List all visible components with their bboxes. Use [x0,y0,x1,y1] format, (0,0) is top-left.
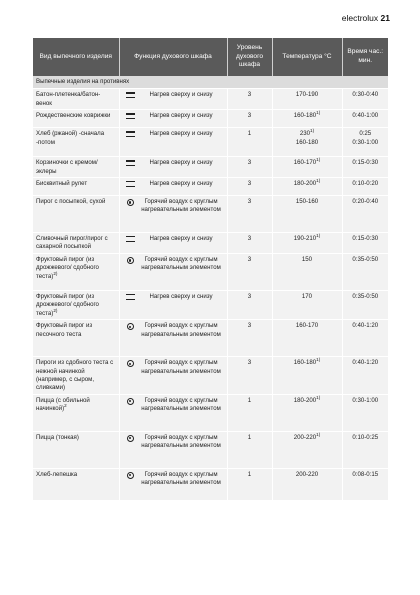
time-cell [342,291,388,320]
footnote-mark: 2) [53,307,58,313]
oven-function: Нагрев сверху и снизу [149,159,213,167]
footnote-mark: 1) [310,128,315,134]
product-cell [33,178,119,196]
footnote-mark: 2 [64,403,67,409]
oven-level: 3 [247,256,252,264]
oven-function: Нагрев сверху и снизу [149,91,213,99]
oven-level: 3 [247,159,252,167]
product-cell [33,196,119,233]
footnote-mark: 1) [316,178,321,183]
baking-table [33,38,388,501]
function-cell [119,357,227,395]
product-name: Пирог с посыпкой, сухой [36,198,106,206]
time-cell [342,320,388,357]
oven-function: Нагрев сверху и снизу [149,180,213,188]
product-cell [33,394,119,431]
time-value: 0:15-0:30 [352,159,379,167]
level-cell [227,233,272,254]
table-row [33,320,388,357]
product-name: Рождественские коврижки [36,112,111,120]
oven-function: Нагрев сверху и снизу [149,130,213,138]
product-name: Хлеб-лепешка [36,470,78,478]
oven-function: Горячий воздух с круглым нагревательным элементом [141,470,221,487]
temperature-value: 170 [301,293,313,301]
time-cell [342,431,388,468]
temperature-value: 150 [301,256,313,264]
oven-level: 3 [247,359,252,367]
table-row [33,468,388,500]
oven-level: 1 [247,433,252,441]
time-value: 0:10-0:20 [352,180,379,188]
time-cell [342,468,388,500]
time-value: 0:25 [359,130,372,138]
temperature-value: 230 [299,130,311,138]
footnote-mark: 1) [316,431,321,437]
table-row [33,291,388,320]
time-value: 0:30-1:00 [352,396,379,404]
level-cell [227,431,272,468]
temperature-value: 180-200 [293,180,317,188]
time-cell [342,89,388,110]
time-value: 0:20-0:40 [352,198,379,206]
time-cell [342,110,388,128]
temperature-cell [272,89,342,110]
oven-function: Горячий воздух с круглым нагревательным элементом [141,322,221,338]
temperature-value: 160-180 [295,138,319,146]
product-name: Пироги из сдобного теста с нежной начинкой (например, с сыром, сливками) [36,359,114,392]
function-cell [119,291,227,320]
time-value: 0:40-1:20 [352,322,379,330]
level-cell [227,254,272,291]
product-name: Пицца (тонкая) [36,433,79,441]
fan-heat-icon [127,472,134,479]
column-header: Вид выпечного изделия [33,38,119,76]
table-row [33,110,388,128]
function-cell [119,89,227,110]
product-cell [33,157,119,178]
temperature-cell [272,157,342,178]
time-cell [342,357,388,395]
column-header: Время час.: мин. [342,38,388,76]
product-name: Батон-плетенка/батон-венок [36,91,101,107]
product-name: Хлеб (ржаной) -сначала -потом [36,130,105,146]
temperature-cell [272,128,342,157]
temperature-value: 200-220 [293,433,317,441]
column-header: Температура °C [272,38,342,76]
fan-heat-icon [127,398,134,405]
temperature-value: 200-220 [295,470,319,478]
product-cell [33,128,119,157]
section-row [33,76,388,89]
temperature-cell [272,233,342,254]
table-header-row [33,38,388,76]
page-number: 21 [380,13,390,23]
fan-heat-icon [127,435,134,442]
oven-level: 1 [247,396,252,404]
function-cell [119,178,227,196]
fan-heat-icon [127,360,134,367]
product-name: Фруктовый пирог из песочного теста [36,322,93,338]
temperature-value: 160-170 [295,322,319,330]
function-cell [119,233,227,254]
oven-function: Горячий воздух с круглым нагревательным элементом [141,256,221,272]
footnote-mark: 1) [316,357,321,363]
temperature-cell [272,431,342,468]
time-cell [342,128,388,157]
top-bottom-heat-icon [126,160,135,166]
time-cell [342,196,388,233]
column-header: Функция духового шкафа [119,38,227,76]
fan-heat-icon [127,199,134,206]
oven-level: 3 [247,198,252,206]
temperature-cell [272,394,342,431]
time-value: 0:30-1:00 [352,138,379,146]
function-cell [119,394,227,431]
function-cell [119,157,227,178]
footnote-mark: 1) [316,394,321,400]
oven-function: Нагрев сверху и снизу [149,112,213,120]
product-cell [33,89,119,110]
temperature-cell [272,320,342,357]
footnote-mark: 1) [316,110,321,116]
function-cell [119,196,227,233]
product-cell [33,233,119,254]
time-cell [342,178,388,196]
level-cell [227,89,272,110]
level-cell [227,468,272,500]
product-cell [33,320,119,357]
time-value: 0:08-0:15 [352,470,379,478]
oven-level: 3 [247,91,252,99]
product-name: Фруктовый пирог (из дрожжевого/ сдобного теста) [36,293,99,317]
table-row [33,178,388,196]
product-name: Бисквитный рулет [36,180,88,188]
temperature-value: 160-180 [293,112,317,120]
footnote-mark: 1) [316,233,321,238]
level-cell [227,196,272,233]
oven-function: Нагрев сверху и снизу [149,293,213,301]
product-cell [33,431,119,468]
temperature-value: 170-190 [295,91,319,99]
temperature-cell [272,357,342,395]
time-value: 0:10-0:25 [352,433,379,441]
time-cell [342,157,388,178]
top-bottom-heat-icon [126,294,135,300]
temperature-value: 190-210 [293,235,317,243]
temperature-value: 160-180 [293,359,317,367]
time-cell [342,254,388,291]
function-cell [119,128,227,157]
temperature-cell [272,196,342,233]
function-cell [119,320,227,357]
temperature-cell [272,468,342,500]
function-cell [119,468,227,500]
level-cell [227,110,272,128]
oven-level: 1 [247,470,252,478]
level-cell [227,291,272,320]
table-row [33,196,388,233]
fan-heat-icon [127,257,134,264]
function-cell [119,110,227,128]
time-value: 0:40-1:00 [352,112,379,120]
footnote-mark: 1) [316,157,321,163]
oven-level: 3 [247,235,252,243]
table-row [33,89,388,110]
temperature-value: 160-170 [293,159,317,167]
product-name: Пицца (с обильной начинкой) [36,396,90,413]
function-cell [119,254,227,291]
oven-function: Горячий воздух с круглым нагревательным элементом [141,433,221,450]
product-name: Корзиночки с кремом/ эклеры [36,159,98,175]
section-title: Выпечные изделия на противнях [33,76,388,89]
level-cell [227,320,272,357]
top-bottom-heat-icon [126,113,135,119]
temperature-cell [272,254,342,291]
top-bottom-heat-icon [126,181,135,187]
product-name: Фруктовый пирог (из дрожжевого/ сдобного теста) [36,256,99,280]
product-cell [33,357,119,395]
time-value: 0:35-0:50 [352,256,379,264]
level-cell [227,128,272,157]
product-cell [33,468,119,500]
column-header: Уровень духового шкафа [227,38,272,76]
footnote-mark: 2) [53,270,58,276]
time-value: 0:15-0:30 [352,235,379,243]
oven-level: 3 [247,322,252,330]
level-cell [227,394,272,431]
temperature-cell [272,110,342,128]
level-cell [227,357,272,395]
page-header [342,13,390,23]
oven-function: Горячий воздух с круглым нагревательным элементом [141,359,221,375]
brand-name: electrolux [341,13,379,23]
time-value: 0:35-0:50 [352,293,379,301]
product-cell [33,291,119,320]
table-row [33,233,388,254]
temperature-cell [272,291,342,320]
table-row [33,254,388,291]
temperature-value: 150-160 [295,198,319,206]
table-row [33,431,388,468]
time-value: 0:40-1:20 [352,359,379,367]
top-bottom-heat-icon [126,131,135,137]
level-cell [227,178,272,196]
oven-level: 3 [247,112,252,120]
product-cell [33,110,119,128]
top-bottom-heat-icon [126,236,135,242]
oven-function: Горячий воздух с круглым нагревательным элементом [141,396,221,413]
table-row [33,157,388,178]
temperature-cell [272,178,342,196]
time-cell [342,233,388,254]
product-cell [33,254,119,291]
oven-function: Нагрев сверху и снизу [149,235,213,243]
table-row [33,357,388,395]
level-cell [227,157,272,178]
oven-level: 3 [247,293,252,301]
table-row [33,394,388,431]
product-name: Сливочный пирог/пирог с сахарной посыпкой [36,235,108,251]
time-cell [342,394,388,431]
time-value: 0:30-0:40 [352,91,379,99]
function-cell [119,431,227,468]
top-bottom-heat-icon [126,92,135,98]
oven-function: Горячий воздух с круглым нагревательным элементом [141,198,221,214]
oven-level: 1 [247,130,252,138]
table-row [33,128,388,157]
temperature-value: 180-200 [293,396,317,404]
fan-heat-icon [127,323,134,330]
oven-level: 3 [247,180,252,188]
